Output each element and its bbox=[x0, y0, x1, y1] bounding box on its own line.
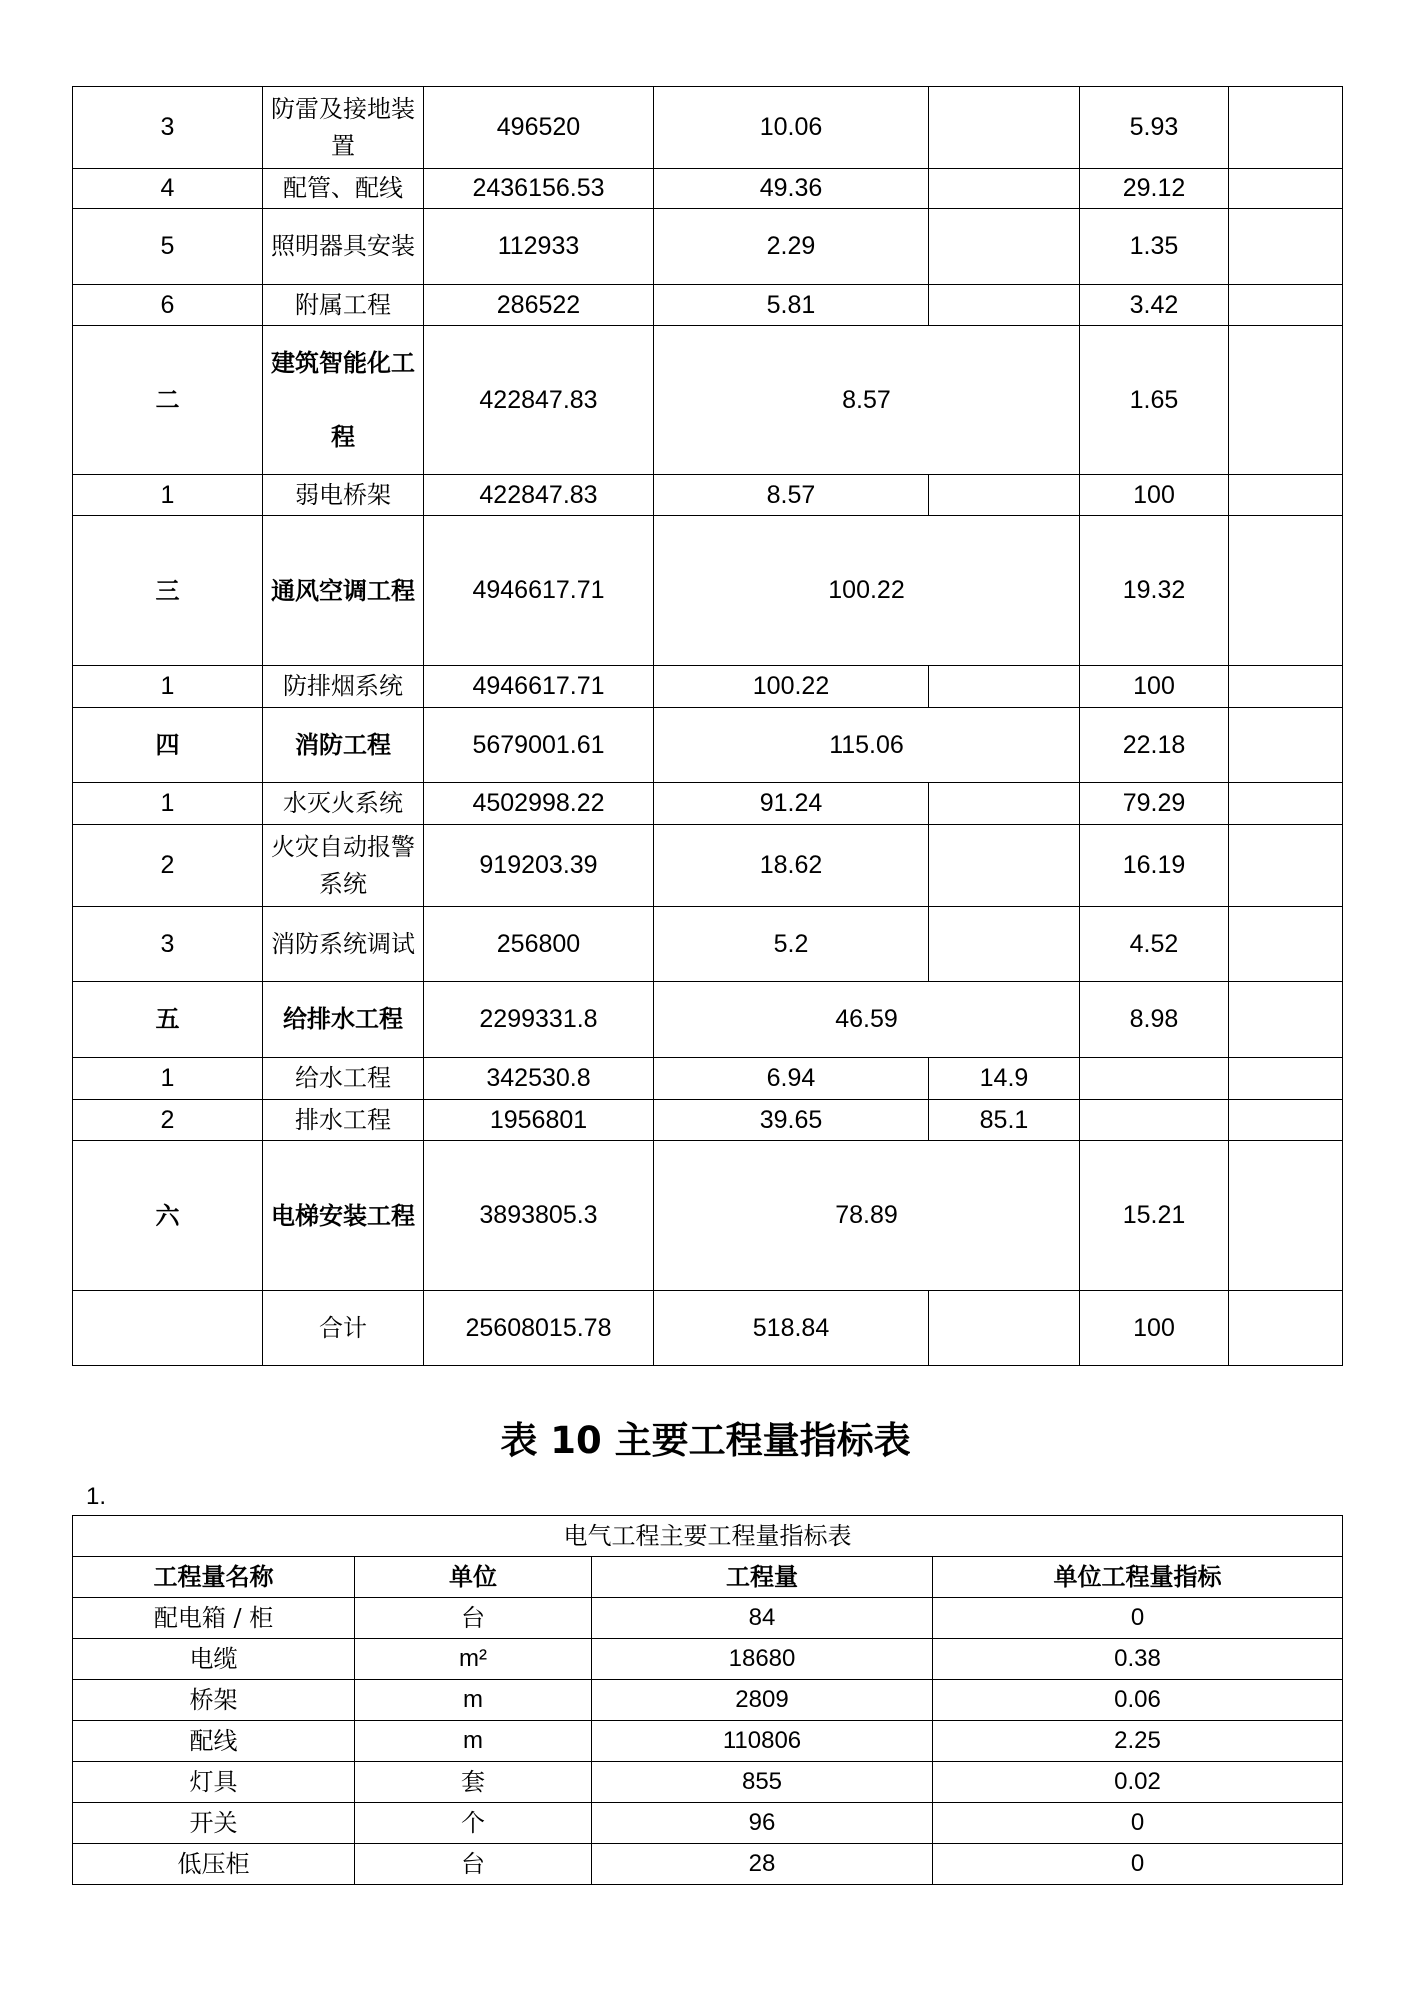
seq-cell: 四 bbox=[73, 708, 263, 783]
unit-index-cell: 91.24 bbox=[654, 783, 929, 825]
empty-cell bbox=[1229, 825, 1343, 907]
quantity-index: 0.06 bbox=[933, 1680, 1343, 1721]
seq-cell: 五 bbox=[73, 982, 263, 1058]
amount-cell: 4946617.71 bbox=[424, 516, 654, 666]
seq-cell: 六 bbox=[73, 1141, 263, 1291]
unit-index-cell: 10.06 bbox=[654, 87, 929, 169]
item-name-cell: 通风空调工程 bbox=[263, 516, 424, 666]
table-row bbox=[73, 169, 1343, 209]
empty-cell bbox=[1229, 1141, 1343, 1291]
table-title-row bbox=[73, 1516, 1343, 1557]
table-row bbox=[73, 783, 1343, 825]
empty-cell bbox=[1229, 982, 1343, 1058]
item-name-cell: 防排烟系统 bbox=[263, 666, 424, 708]
table-row bbox=[73, 1100, 1343, 1141]
share-cell: 5.93 bbox=[1080, 87, 1229, 169]
table-row bbox=[73, 1721, 1343, 1762]
quantity-name: 桥架 bbox=[73, 1680, 355, 1721]
table-row bbox=[73, 1803, 1343, 1844]
share-cell: 22.18 bbox=[1080, 708, 1229, 783]
unit-index-cell: 78.89 bbox=[654, 1141, 1080, 1291]
empty-cell bbox=[1229, 1100, 1343, 1141]
share-cell: 100 bbox=[1080, 475, 1229, 516]
amount-cell: 5679001.61 bbox=[424, 708, 654, 783]
quantity-value: 110806 bbox=[592, 1721, 933, 1762]
seq-cell: 2 bbox=[73, 1100, 263, 1141]
item-name-cell: 防雷及接地装置 bbox=[263, 87, 424, 169]
unit-index-cell: 8.57 bbox=[654, 475, 929, 516]
empty-cell bbox=[1229, 907, 1343, 982]
quantity-name: 灯具 bbox=[73, 1762, 355, 1803]
table-row bbox=[73, 1844, 1343, 1885]
quantity-index: 0 bbox=[933, 1844, 1343, 1885]
unit-index-cell: 115.06 bbox=[654, 708, 1080, 783]
quantity-name: 电缆 bbox=[73, 1639, 355, 1680]
unit-index-cell: 18.62 bbox=[654, 825, 929, 907]
seq-cell: 4 bbox=[73, 169, 263, 209]
quantity-unit: 个 bbox=[355, 1803, 592, 1844]
empty-cell bbox=[1229, 666, 1343, 708]
share-cell: 4.52 bbox=[1080, 907, 1229, 982]
ratio-cell bbox=[929, 209, 1080, 285]
share-cell: 8.98 bbox=[1080, 982, 1229, 1058]
share-cell: 16.19 bbox=[1080, 825, 1229, 907]
seq-cell: 3 bbox=[73, 87, 263, 169]
amount-cell: 496520 bbox=[424, 87, 654, 169]
item-name-cell: 水灭火系统 bbox=[263, 783, 424, 825]
unit-index-cell: 39.65 bbox=[654, 1100, 929, 1141]
ratio-cell bbox=[929, 783, 1080, 825]
seq-cell: 3 bbox=[73, 907, 263, 982]
quantity-name: 配电箱 / 柜 bbox=[73, 1598, 355, 1639]
table-row bbox=[73, 1762, 1343, 1803]
table-row bbox=[73, 285, 1343, 326]
ratio-cell: 14.9 bbox=[929, 1058, 1080, 1100]
share-cell: 100 bbox=[1080, 666, 1229, 708]
seq-cell: 三 bbox=[73, 516, 263, 666]
quantity-index: 0.38 bbox=[933, 1639, 1343, 1680]
quantity-index: 0 bbox=[933, 1598, 1343, 1639]
item-name-cell: 附属工程 bbox=[263, 285, 424, 326]
empty-cell bbox=[1229, 169, 1343, 209]
quantity-unit: m bbox=[355, 1721, 592, 1762]
seq-cell: 二 bbox=[73, 326, 263, 475]
header-unit: 单位 bbox=[355, 1557, 592, 1598]
empty-cell bbox=[1229, 87, 1343, 169]
share-cell: 29.12 bbox=[1080, 169, 1229, 209]
table-row-category bbox=[73, 982, 1343, 1058]
header-quantity: 工程量 bbox=[592, 1557, 933, 1598]
quantity-value: 28 bbox=[592, 1844, 933, 1885]
item-name-cell: 电梯安装工程 bbox=[263, 1141, 424, 1291]
table-row bbox=[73, 825, 1343, 907]
item-name-cell: 消防系统调试 bbox=[263, 907, 424, 982]
table-row bbox=[73, 1598, 1343, 1639]
ratio-cell bbox=[929, 285, 1080, 326]
quantity-unit: m bbox=[355, 1680, 592, 1721]
table-row bbox=[73, 87, 1343, 169]
share-cell: 19.32 bbox=[1080, 516, 1229, 666]
amount-cell: 25608015.78 bbox=[424, 1291, 654, 1366]
quantity-unit: 台 bbox=[355, 1844, 592, 1885]
quantity-unit: m² bbox=[355, 1639, 592, 1680]
amount-cell: 4502998.22 bbox=[424, 783, 654, 825]
ratio-cell bbox=[929, 169, 1080, 209]
unit-index-cell: 6.94 bbox=[654, 1058, 929, 1100]
quantity-name: 低压柜 bbox=[73, 1844, 355, 1885]
table-row bbox=[73, 1058, 1343, 1100]
amount-cell: 2299331.8 bbox=[424, 982, 654, 1058]
seq-cell: 5 bbox=[73, 209, 263, 285]
item-name-cell: 弱电桥架 bbox=[263, 475, 424, 516]
quantity-index: 0.02 bbox=[933, 1762, 1343, 1803]
table-title: 电气工程主要工程量指标表 bbox=[73, 1516, 1343, 1557]
seq-cell: 1 bbox=[73, 783, 263, 825]
unit-index-cell: 5.81 bbox=[654, 285, 929, 326]
empty-cell bbox=[1229, 516, 1343, 666]
seq-cell: 6 bbox=[73, 285, 263, 326]
share-cell: 1.35 bbox=[1080, 209, 1229, 285]
table-row bbox=[73, 907, 1343, 982]
item-name-cell: 给水工程 bbox=[263, 1058, 424, 1100]
amount-cell: 112933 bbox=[424, 209, 654, 285]
quantity-unit: 套 bbox=[355, 1762, 592, 1803]
item-name-cell: 建筑智能化工程 bbox=[263, 326, 424, 475]
header-name: 工程量名称 bbox=[73, 1557, 355, 1598]
cost-index-table bbox=[72, 86, 1343, 1366]
seq-cell: 1 bbox=[73, 1058, 263, 1100]
share-cell bbox=[1080, 1100, 1229, 1141]
seq-cell: 1 bbox=[73, 666, 263, 708]
ratio-cell bbox=[929, 666, 1080, 708]
unit-index-cell: 100.22 bbox=[654, 666, 929, 708]
table-row bbox=[73, 1639, 1343, 1680]
amount-cell: 3893805.3 bbox=[424, 1141, 654, 1291]
item-name-cell: 配管、配线 bbox=[263, 169, 424, 209]
quantity-value: 855 bbox=[592, 1762, 933, 1803]
table-row-category bbox=[73, 516, 1343, 666]
unit-index-cell: 46.59 bbox=[654, 982, 1080, 1058]
unit-index-cell: 2.29 bbox=[654, 209, 929, 285]
quantity-name: 配线 bbox=[73, 1721, 355, 1762]
amount-cell: 342530.8 bbox=[424, 1058, 654, 1100]
amount-cell: 256800 bbox=[424, 907, 654, 982]
table-row-category bbox=[73, 1141, 1343, 1291]
quantity-name: 开关 bbox=[73, 1803, 355, 1844]
amount-cell: 422847.83 bbox=[424, 326, 654, 475]
header-unit-index: 单位工程量指标 bbox=[933, 1557, 1343, 1598]
quantity-index-table bbox=[72, 1515, 1343, 1885]
ratio-cell bbox=[929, 907, 1080, 982]
amount-cell: 286522 bbox=[424, 285, 654, 326]
ratio-cell: 85.1 bbox=[929, 1100, 1080, 1141]
list-marker: 1. bbox=[86, 1483, 107, 1510]
unit-index-cell: 100.22 bbox=[654, 516, 1080, 666]
table-header-row bbox=[73, 1557, 1343, 1598]
empty-cell bbox=[1229, 708, 1343, 783]
amount-cell: 2436156.53 bbox=[424, 169, 654, 209]
quantity-value: 96 bbox=[592, 1803, 933, 1844]
item-name-cell: 给排水工程 bbox=[263, 982, 424, 1058]
empty-cell bbox=[1229, 1291, 1343, 1366]
empty-cell bbox=[1229, 783, 1343, 825]
item-name-cell: 火灾自动报警系统 bbox=[263, 825, 424, 907]
table-row bbox=[73, 1680, 1343, 1721]
unit-index-cell: 5.2 bbox=[654, 907, 929, 982]
share-cell: 79.29 bbox=[1080, 783, 1229, 825]
table-row bbox=[73, 666, 1343, 708]
unit-index-cell: 518.84 bbox=[654, 1291, 929, 1366]
empty-cell bbox=[1229, 326, 1343, 475]
item-name-cell: 照明器具安装 bbox=[263, 209, 424, 285]
quantity-value: 18680 bbox=[592, 1639, 933, 1680]
ratio-cell bbox=[929, 1291, 1080, 1366]
unit-index-cell: 49.36 bbox=[654, 169, 929, 209]
table-row bbox=[73, 209, 1343, 285]
quantity-value: 84 bbox=[592, 1598, 933, 1639]
empty-cell bbox=[1229, 1058, 1343, 1100]
unit-index-cell: 8.57 bbox=[654, 326, 1080, 475]
amount-cell: 4946617.71 bbox=[424, 666, 654, 708]
ratio-cell bbox=[929, 825, 1080, 907]
amount-cell: 1956801 bbox=[424, 1100, 654, 1141]
ratio-cell bbox=[929, 87, 1080, 169]
empty-cell bbox=[1229, 209, 1343, 285]
table-row-category bbox=[73, 326, 1343, 475]
table-row-category bbox=[73, 708, 1343, 783]
share-cell bbox=[1080, 1058, 1229, 1100]
share-cell: 15.21 bbox=[1080, 1141, 1229, 1291]
quantity-index: 2.25 bbox=[933, 1721, 1343, 1762]
amount-cell: 422847.83 bbox=[424, 475, 654, 516]
empty-cell bbox=[1229, 285, 1343, 326]
share-cell: 3.42 bbox=[1080, 285, 1229, 326]
table-caption: 表 10 主要工程量指标表 bbox=[500, 1419, 911, 1462]
seq-cell: 2 bbox=[73, 825, 263, 907]
ratio-cell bbox=[929, 475, 1080, 516]
quantity-unit: 台 bbox=[355, 1598, 592, 1639]
table-row-total bbox=[73, 1291, 1343, 1366]
amount-cell: 919203.39 bbox=[424, 825, 654, 907]
share-cell: 1.65 bbox=[1080, 326, 1229, 475]
quantity-value: 2809 bbox=[592, 1680, 933, 1721]
seq-cell bbox=[73, 1291, 263, 1366]
quantity-index: 0 bbox=[933, 1803, 1343, 1844]
empty-cell bbox=[1229, 475, 1343, 516]
share-cell: 100 bbox=[1080, 1291, 1229, 1366]
seq-cell: 1 bbox=[73, 475, 263, 516]
table-row bbox=[73, 475, 1343, 516]
item-name-cell: 排水工程 bbox=[263, 1100, 424, 1141]
item-name-cell: 消防工程 bbox=[263, 708, 424, 783]
item-name-cell: 合计 bbox=[263, 1291, 424, 1366]
